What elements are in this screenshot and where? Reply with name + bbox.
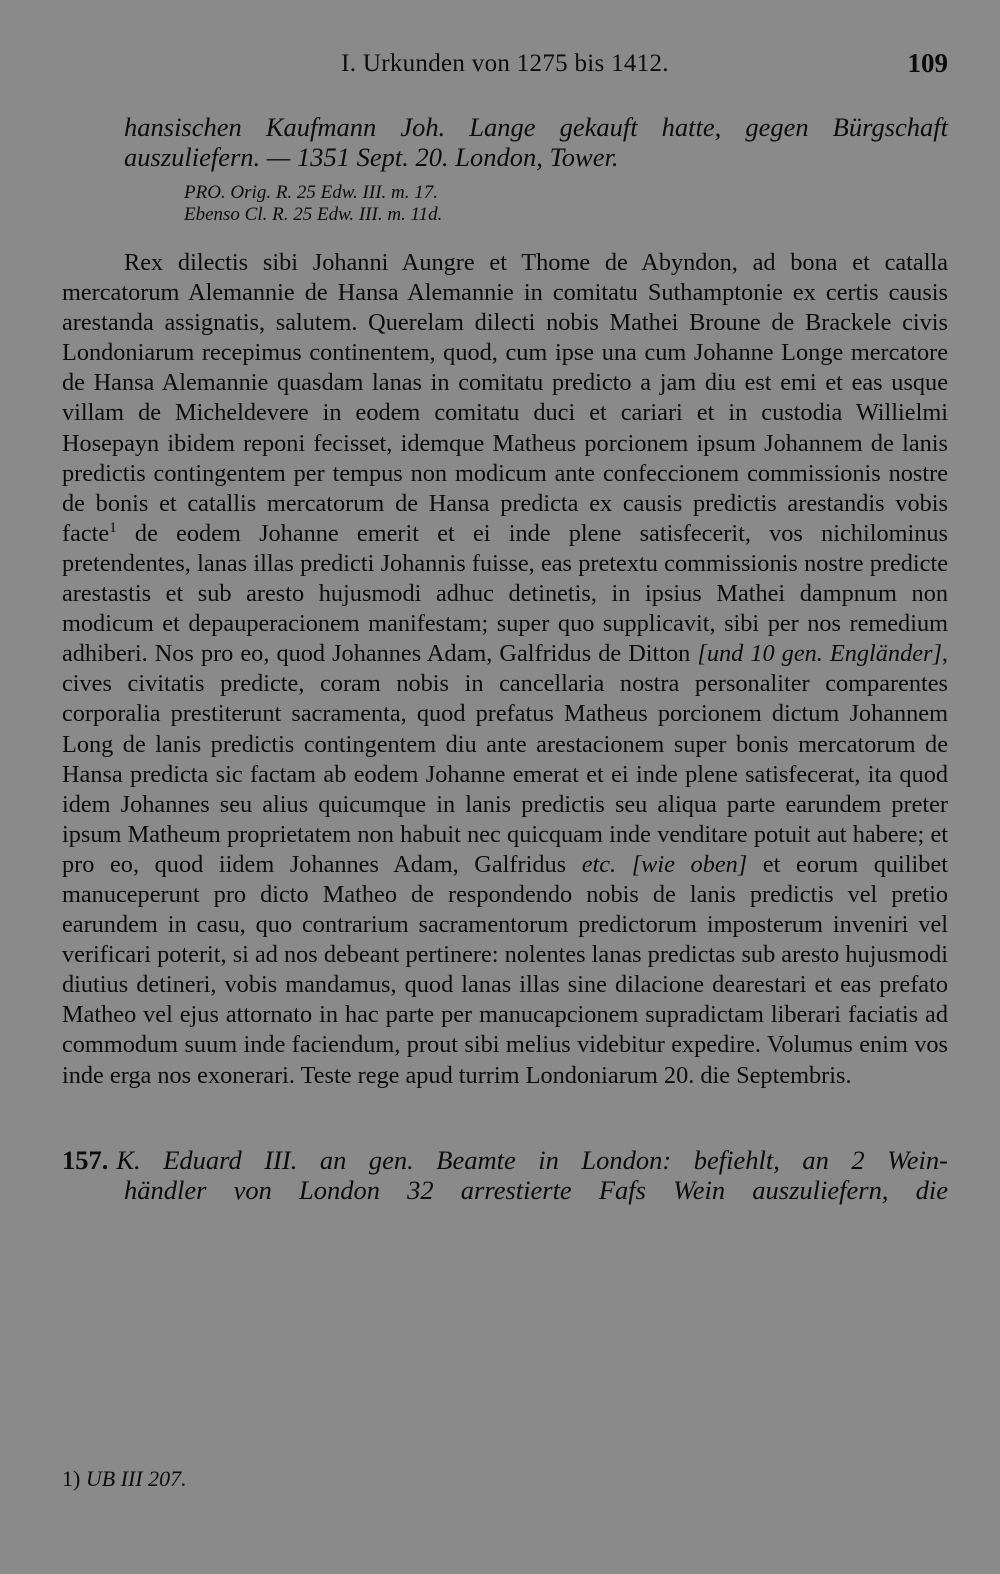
entry-summary-line: K. Eduard III. an gen. Beamte in London: befiehlt, an 2 Wein- <box>116 1144 948 1175</box>
charter-paragraph <box>62 248 948 1091</box>
next-entry-heading <box>62 1145 948 1205</box>
entry-summary-line: händler von London 32 arrestierte Fafs Wein auszuliefern, die <box>124 1174 948 1205</box>
text-segment: et eorum quilibet manuceperunt pro dicto Matheo de respondendo nobis de lanis predictis vel pretio earundem in casu, quo contrarium sacramentorum predictorum imposterum inveniri vel verificari poterit, si ad nos debeant pertinere: nolentes lanas predictas sub aresto hujusmodi diutius detineri, vobis mandamus, quod lanas illas sine dilacione dearestari et eas prefato Matheo vel ejus attornato in hac parte per manucapcionem supradictam liberari faciatis ad commodum suum inde faciendum, prout sibi melius videbitur expedire. Volumus enim vos inde erga nos exonerari. Teste rege apud turrim Londoniarum 20. die Septembris. <box>62 850 948 1089</box>
footnote-marker: 1 <box>109 519 117 536</box>
running-header <box>62 48 948 84</box>
page <box>62 48 948 1205</box>
charter-text <box>62 248 948 1091</box>
running-title: I. Urkunden von 1275 bis 1412. <box>341 50 669 77</box>
text-segment: , cives civitatis predicte, coram nobis in cancellaria nostra personaliter comparentes corporalia prestiterunt sacramenta, quod prefatus Matheus porcionem dictum Johannem Long de lanis predictis contingentem diu ante arestacionem super bonis mercatorum de Hansa predicta sic factam ab eodem Johanne emerat et ei inde plene satisfecerat, ita quod idem Johannes seu alius quicumque in lanis predictis seu aliqua parte earundem preter ipsum Matheum proprietatem non habuit nec quicquam inde venditare potuit aut habere; et pro eo, quod iidem Johannes Adam, Galfridus <box>62 640 948 878</box>
footnote <box>62 1466 187 1492</box>
editorial-note: [und 10 gen. Engländer] <box>697 640 942 668</box>
text-segment: de eodem Johanne emerit et ei inde plene satisfecerit, vos nichilominus pretendentes, lanas illas predicti Johannis fuisse, eas pretextu commissionis nostre predicte arestastis et sub aresto hujusmodi adhuc detinetis, in ipsius Mathei dampnum non modicum et depauperacionem manifestam; super quo supplicavit, sibi per nos remedium adhiberi. Nos pro eo, quod Johannes Adam, Galfridus de Ditton <box>62 519 948 668</box>
entry-number: 157. <box>62 1144 109 1175</box>
editorial-note: etc. [wie oben] <box>581 850 748 878</box>
source-references <box>184 182 948 226</box>
page-number: 109 <box>907 48 948 78</box>
footnote-number: 1) <box>62 1466 81 1491</box>
source-reference: Ebenso Cl. R. 25 Edw. III. m. 11d. <box>184 204 443 225</box>
text-segment: Rex dilectis sibi Johanni Aungre et Thome de Abyndon, ad bona et catalla mercatorum Alemannie de Hansa Alemannie in comitatu Suthamptonie ex certis causis arestanda assignatis, salutem. Querelam dilecti nobis Mathei Broune de Brackele civis Londoniarum recepimus continentem, quod, cum ipse una cum Johanne Longe mercatore de Hansa Alemannie quasdam lanas in comitatu predicto a jam diu est emi et eas usque villam de Micheldevere in eodem comitatu duci et cariari et in custodia Willielmi Hosepayn ibidem reponi fecisset, idemque Matheus porcionem ipsum Johannem de lanis predictis contingentem per tempus non modicum ante confeccionem commissionis nostre de bonis et catallis mercatorum de Hansa predicta ex causis predictis arestandis vobis facte <box>62 249 948 547</box>
source-reference: PRO. Orig. R. 25 Edw. III. m. 17. <box>184 182 439 203</box>
footnote-text: UB III 207. <box>85 1466 187 1491</box>
document-summary: hansischen Kaufmann Joh. Lange gekauft hatte, gegen Bürgschaft auszuliefern. — 1351 Sept. 20. London, Tower. <box>124 112 948 172</box>
